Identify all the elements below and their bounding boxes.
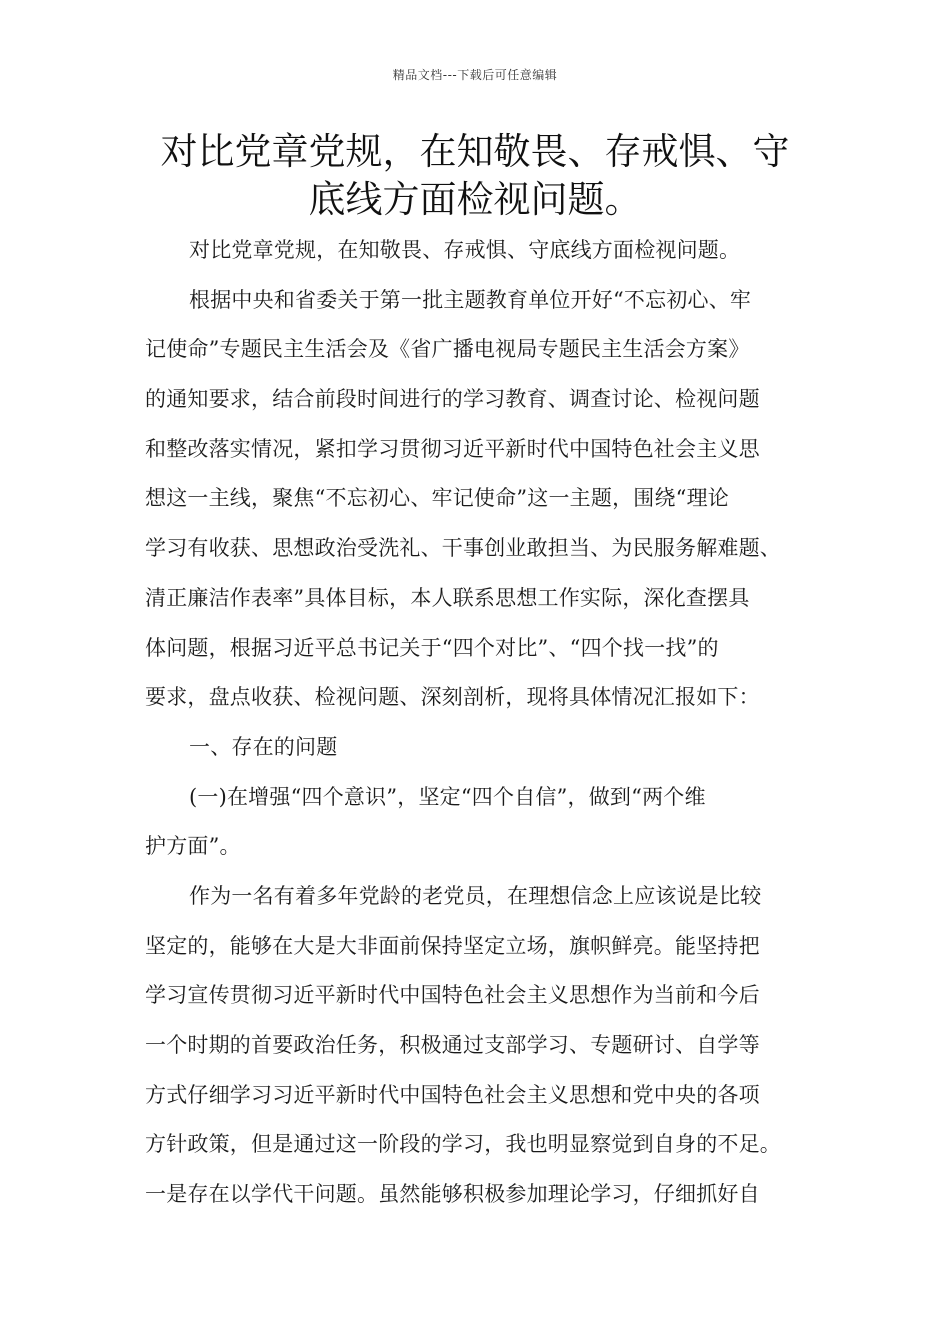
paragraph-line: 对比党章党规，在知敬畏、存戒惧、守底线方面检视问题。 <box>189 238 741 262</box>
subsection-heading-line: (一)在增强“四个意识”，坚定“四个自信”，做到“两个维 <box>189 784 706 809</box>
paragraph-line: 一个时期的首要政治任务，积极通过支部学习、专题研讨、自学等 <box>145 1033 760 1057</box>
paragraph-line: 作为一名有着多年党龄的老党员，在理想信念上应该说是比较 <box>189 883 762 908</box>
paragraph-line: 清正廉洁作表率”具体目标，本人联系思想工作实际，深化查摆具 <box>145 585 750 610</box>
paragraph-line: 记使命”专题民主生活会及《省广播电视局专题民主生活会方案》 <box>145 337 750 362</box>
paragraph-line: 方式仔细学习习近平新时代中国特色社会主义思想和党中央的各项 <box>145 1082 760 1107</box>
paragraph-line: 根据中央和省委关于第一批主题教育单位开好“不忘初心、牢 <box>189 287 752 312</box>
document-body <box>145 226 810 1220</box>
paragraph-line: 体问题，根据习近平总书记关于“四个对比”、“四个找一找”的 <box>145 635 719 660</box>
title-line-1: 对比党章党规，在知敬畏、存戒惧、守 <box>160 130 790 173</box>
paragraph-line: 一是存在以学代干问题。虽然能够积极参加理论学习，仔细抓好自 <box>145 1182 760 1207</box>
paragraph-line: 学习有收获、思想政治受洗礼、干事创业敢担当、为民服务解难题、 <box>145 536 781 561</box>
paragraph-line: 想这一主线，聚焦“不忘初心、牢记使命”这一主题，围绕“理论 <box>145 486 730 511</box>
paragraph-line: 方针政策，但是通过这一阶段的学习，我也明显察觉到自身的不足。 <box>145 1132 781 1157</box>
header-note: 精品文档---下载后可任意编辑 <box>392 68 558 82</box>
paragraph-line: 要求，盘点收获、检视问题、深刻剖析，现将具体情况汇报如下： <box>145 685 760 710</box>
document-title <box>110 128 840 224</box>
paragraph-line: 的通知要求，结合前段时间进行的学习教育、调查讨论、检视问题 <box>145 387 760 412</box>
paragraph-line: 学习宣传贯彻习近平新时代中国特色社会主义思想作为当前和今后 <box>145 983 760 1008</box>
section-heading: 一、存在的问题 <box>189 734 338 759</box>
subsection-heading-line: 护方面”。 <box>145 834 241 859</box>
title-line-2: 底线方面检视问题。 <box>308 178 642 221</box>
paragraph-line: 和整改落实情况，紧扣学习贯彻习近平新时代中国特色社会主义思 <box>145 436 760 461</box>
paragraph-line: 坚定的，能够在大是大非面前保持坚定立场，旗帜鲜亮。能坚持把 <box>145 933 760 958</box>
